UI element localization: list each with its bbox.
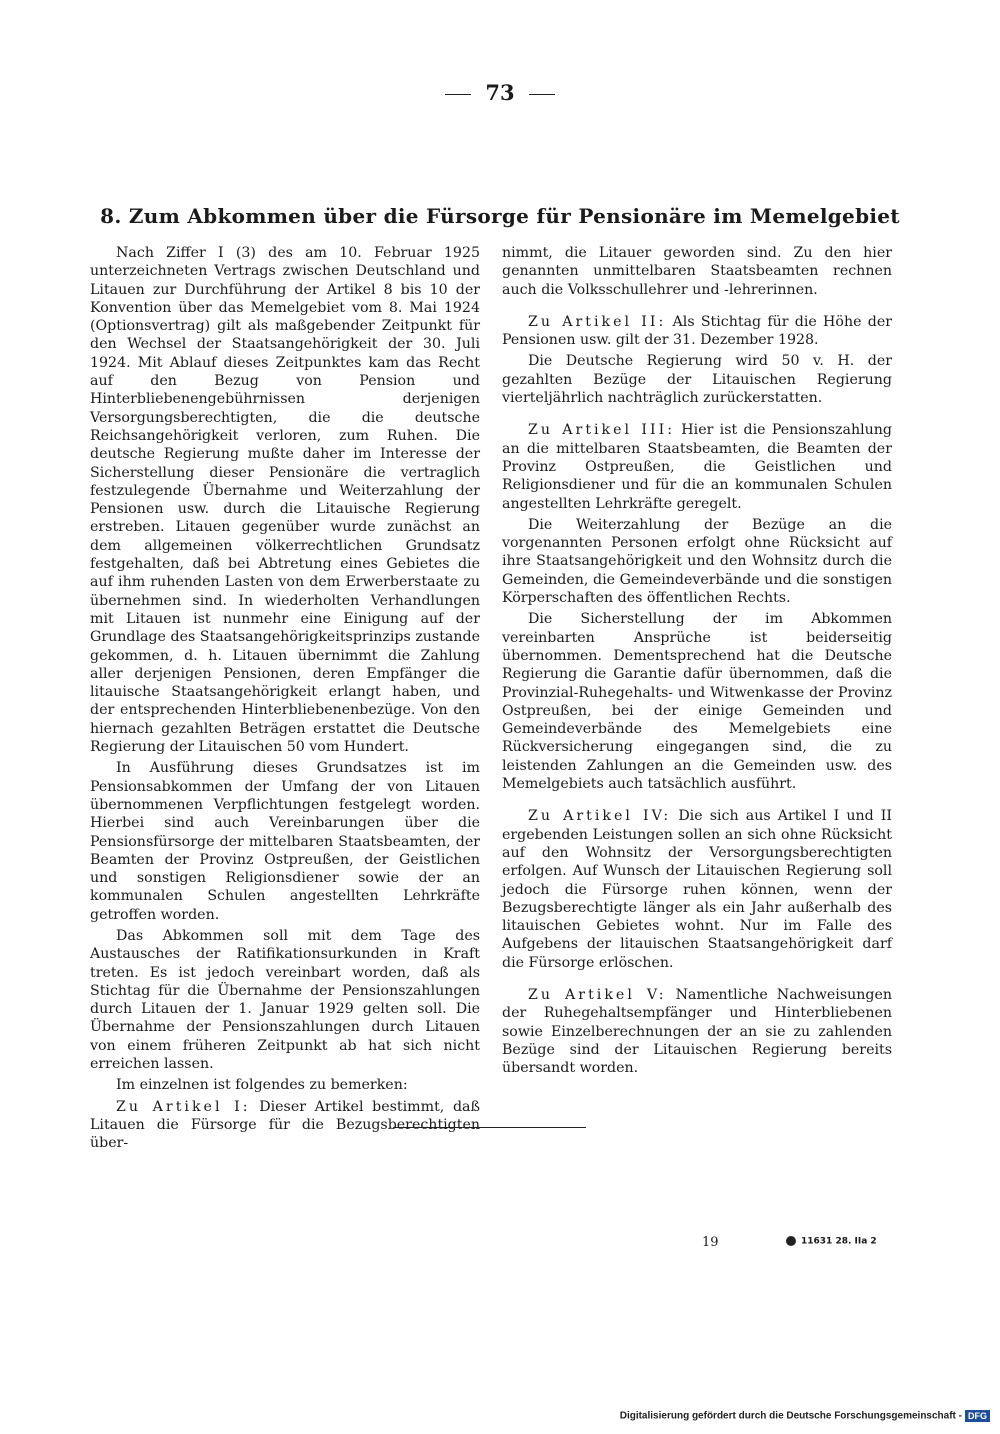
- page-number: [0, 80, 1000, 105]
- paragraph-text: Dieser Artikel bestimmt, daß Litauen die Fürsorge für die Bezugsberechtigten über-: [90, 1098, 480, 1152]
- paragraph-text: Namentliche Nachweisungen der Ruhegehaltsempfänger und Hinterbliebenen sowie Einzelberechnungen der an sie zu zahlenden Bezüge sind der Litauischen Regierung bereits übersandt worden.: [502, 986, 892, 1077]
- paragraph-text: Die sich aus Artikel I und II ergebenden Leistungen sollen an sich ohne Rücksicht auf den Wohnsitz der Versorgungsberechtigten erfolgen. Auf Wunsch der Litauischen Regierung soll jedoch die Fürsorge ruhen können, wenn der Bezugsberechtigte länger als ein Jahr außerhalb des litauischen Gebietes wohnt. Nur im Falle des Aufgebens der litauischen Staatsangehörigkeit darf die Fürsorge erlöschen.: [502, 808, 892, 971]
- left-column: [90, 244, 480, 1156]
- signature-number: 19: [702, 1235, 719, 1250]
- paragraph-text: Hier ist die Pensionszahlung an die mittelbaren Staatsbeamten, die Beamten der Provinz Ostpreußen, die Geistlichen und Religionsdiener und für die an kommunalen Schulen angestellten Lehrkräfte geregelt.: [502, 422, 893, 512]
- dash-right: [529, 94, 555, 95]
- footer-text: Digitalisierung gefördert durch die Deutsche Forschungsgemeinschaft -: [619, 1410, 962, 1422]
- paragraph: Die Deutsche Regierung wird 50 v. H. der gezahlten Bezüge der Litauischen Regierung vierteljährlich nachträglich zurückerstatten.: [502, 353, 892, 407]
- right-column: [502, 244, 892, 1080]
- print-code-text: 11631 28. IIa 2: [801, 1236, 877, 1247]
- page-number-text: 73: [485, 80, 515, 105]
- article-label: Zu Artikel III:: [528, 422, 675, 439]
- paragraph: nimmt, die Litauer geworden sind. Zu den hier genannten unmittelbaren Staatsbeamten rechnen auch die Volksschullehrer und -lehrerinnen.: [502, 245, 892, 298]
- paragraph: [502, 986, 892, 1077]
- end-rule: [393, 1127, 586, 1128]
- print-code: [786, 1236, 877, 1247]
- paragraph: Im einzelnen ist folgendes zu bemerken:: [116, 1077, 408, 1094]
- article-label: Zu Artikel II:: [528, 313, 667, 330]
- paragraph: [502, 313, 892, 350]
- paragraph: [502, 807, 892, 972]
- article-label: Zu Artikel IV:: [528, 808, 672, 825]
- paragraph: In Ausführung dieses Grundsatzes ist im Pensionsabkommen der Umfang der von Litauen übernommenen Verpflichtungen festgelegt worden. Hierbei sind auch Vereinbarungen über die Pensionsfürsorge der mittelbaren Staatsbeamten, der Beamten der Provinz Ostpreußen, der Geistlichen und sonstigen Religionsdiener sowie der an kommunalen Schulen angestellten Lehrkräfte getroffen worden.: [90, 760, 480, 923]
- dash-left: [445, 94, 471, 95]
- paragraph: Nach Ziffer I (3) des am 10. Februar 1925 unterzeichneten Vertrags zwischen Deutschland und Litauen zur Durchführung der Artikel 8 bis 10 der Konvention über das Memelgebiet vom 8. Mai 1924 (Optionsvertrag) gilt als maßgebender Zeitpunkt für den Wechsel der Staatsangehörigkeit der 30. Juli 1924. Mit Ablauf dieses Zeitpunktes kam das Recht auf den Bezug von Pension und Hinterbliebenengebührnissen derjenigen Versorgungsberechtigten, die die deutsche Reichsangehörigkeit verloren, zum Ruhen. Die deutsche Regierung mußte daher im Interesse der Sicherstellung dieser Pensionäre die vertraglich festzulegende Übernahme und Weiterzahlung der Pensionen usw. durch die Litauische Regierung erstreben. Litauen gegenüber wurde zunächst an dem allgemeinen völkerrechtlichen Grundsatz festgehalten, daß bei Abtretung eines Gebietes die auf ihm ruhenden Lasten von dem Erwerberstaate zu übernehmen sind. In wiederholten Verhandlungen mit Litauen ist nunmehr eine Einigung auf der Grundlage des Staatsangehörigkeitsprinzips zustande gekommen, d. h. Litauen übernimmt die Zahlung aller derjenigen Pensionen, deren Empfänger die litauische Staatsangehörigkeit erlangt haben, und der entsprechenden Hinterbliebenenbezüge. Von den hiernach gezahlten Beträgen erstattet die Deutsche Regierung der Litauischen 50 vom Hundert.: [90, 245, 480, 756]
- printer-mark-icon: [786, 1236, 796, 1246]
- article-label: Zu Artikel V:: [528, 986, 667, 1003]
- digitization-footer: [620, 1410, 990, 1422]
- dfg-logo: DFG: [965, 1410, 990, 1422]
- section-title: 8. Zum Abkommen über die Fürsorge für Pensionäre im Memelgebiet: [100, 204, 900, 228]
- paragraph: Das Abkommen soll mit dem Tage des Austausches der Ratifikationsurkunden in Kraft treten. Es ist jedoch vereinbart worden, daß als Stichtag für die Übernahme der Pensionszahlungen durch Litauen der 1. Januar 1929 gelten soll. Die Übernahme der Pensionszahlungen durch Litauen von einem früheren Zeitpunkt ab hat sich nicht erreichen lassen.: [90, 927, 480, 1073]
- paragraph: [90, 1098, 480, 1153]
- paragraph: Die Sicherstellung der im Abkommen vereinbarten Ansprüche ist beiderseitig übernommen. Dementsprechend hat die Deutsche Regierung die Garantie dafür übernommen, daß die Provinzial-Ruhegehalts- und Witwenkasse der Provinz Ostpreußen, bei der einige Gemeinden und Gemeindeverbände des Memelgebiets eine Rückversicherung eingegangen sind, die zu leistenden Zahlungen an die Gemeinden usw. des Memelgebiets auch tatsächlich ausführt.: [502, 611, 892, 793]
- paragraph-text: Als Stichtag für die Höhe der Pensionen usw. gilt der 31. Dezember 1928.: [502, 313, 892, 349]
- paragraph: Die Weiterzahlung der Bezüge an die vorgenannten Personen erfolgt ohne Rücksicht auf ihre Staatsangehörigkeit und den Wohnsitz durch die Gemeinden, die Gemeindeverbände und die sonstigen Körperschaften des öffentlichen Rechts.: [502, 516, 892, 607]
- article-label: Zu Artikel I:: [116, 1098, 251, 1115]
- paragraph: [502, 421, 892, 512]
